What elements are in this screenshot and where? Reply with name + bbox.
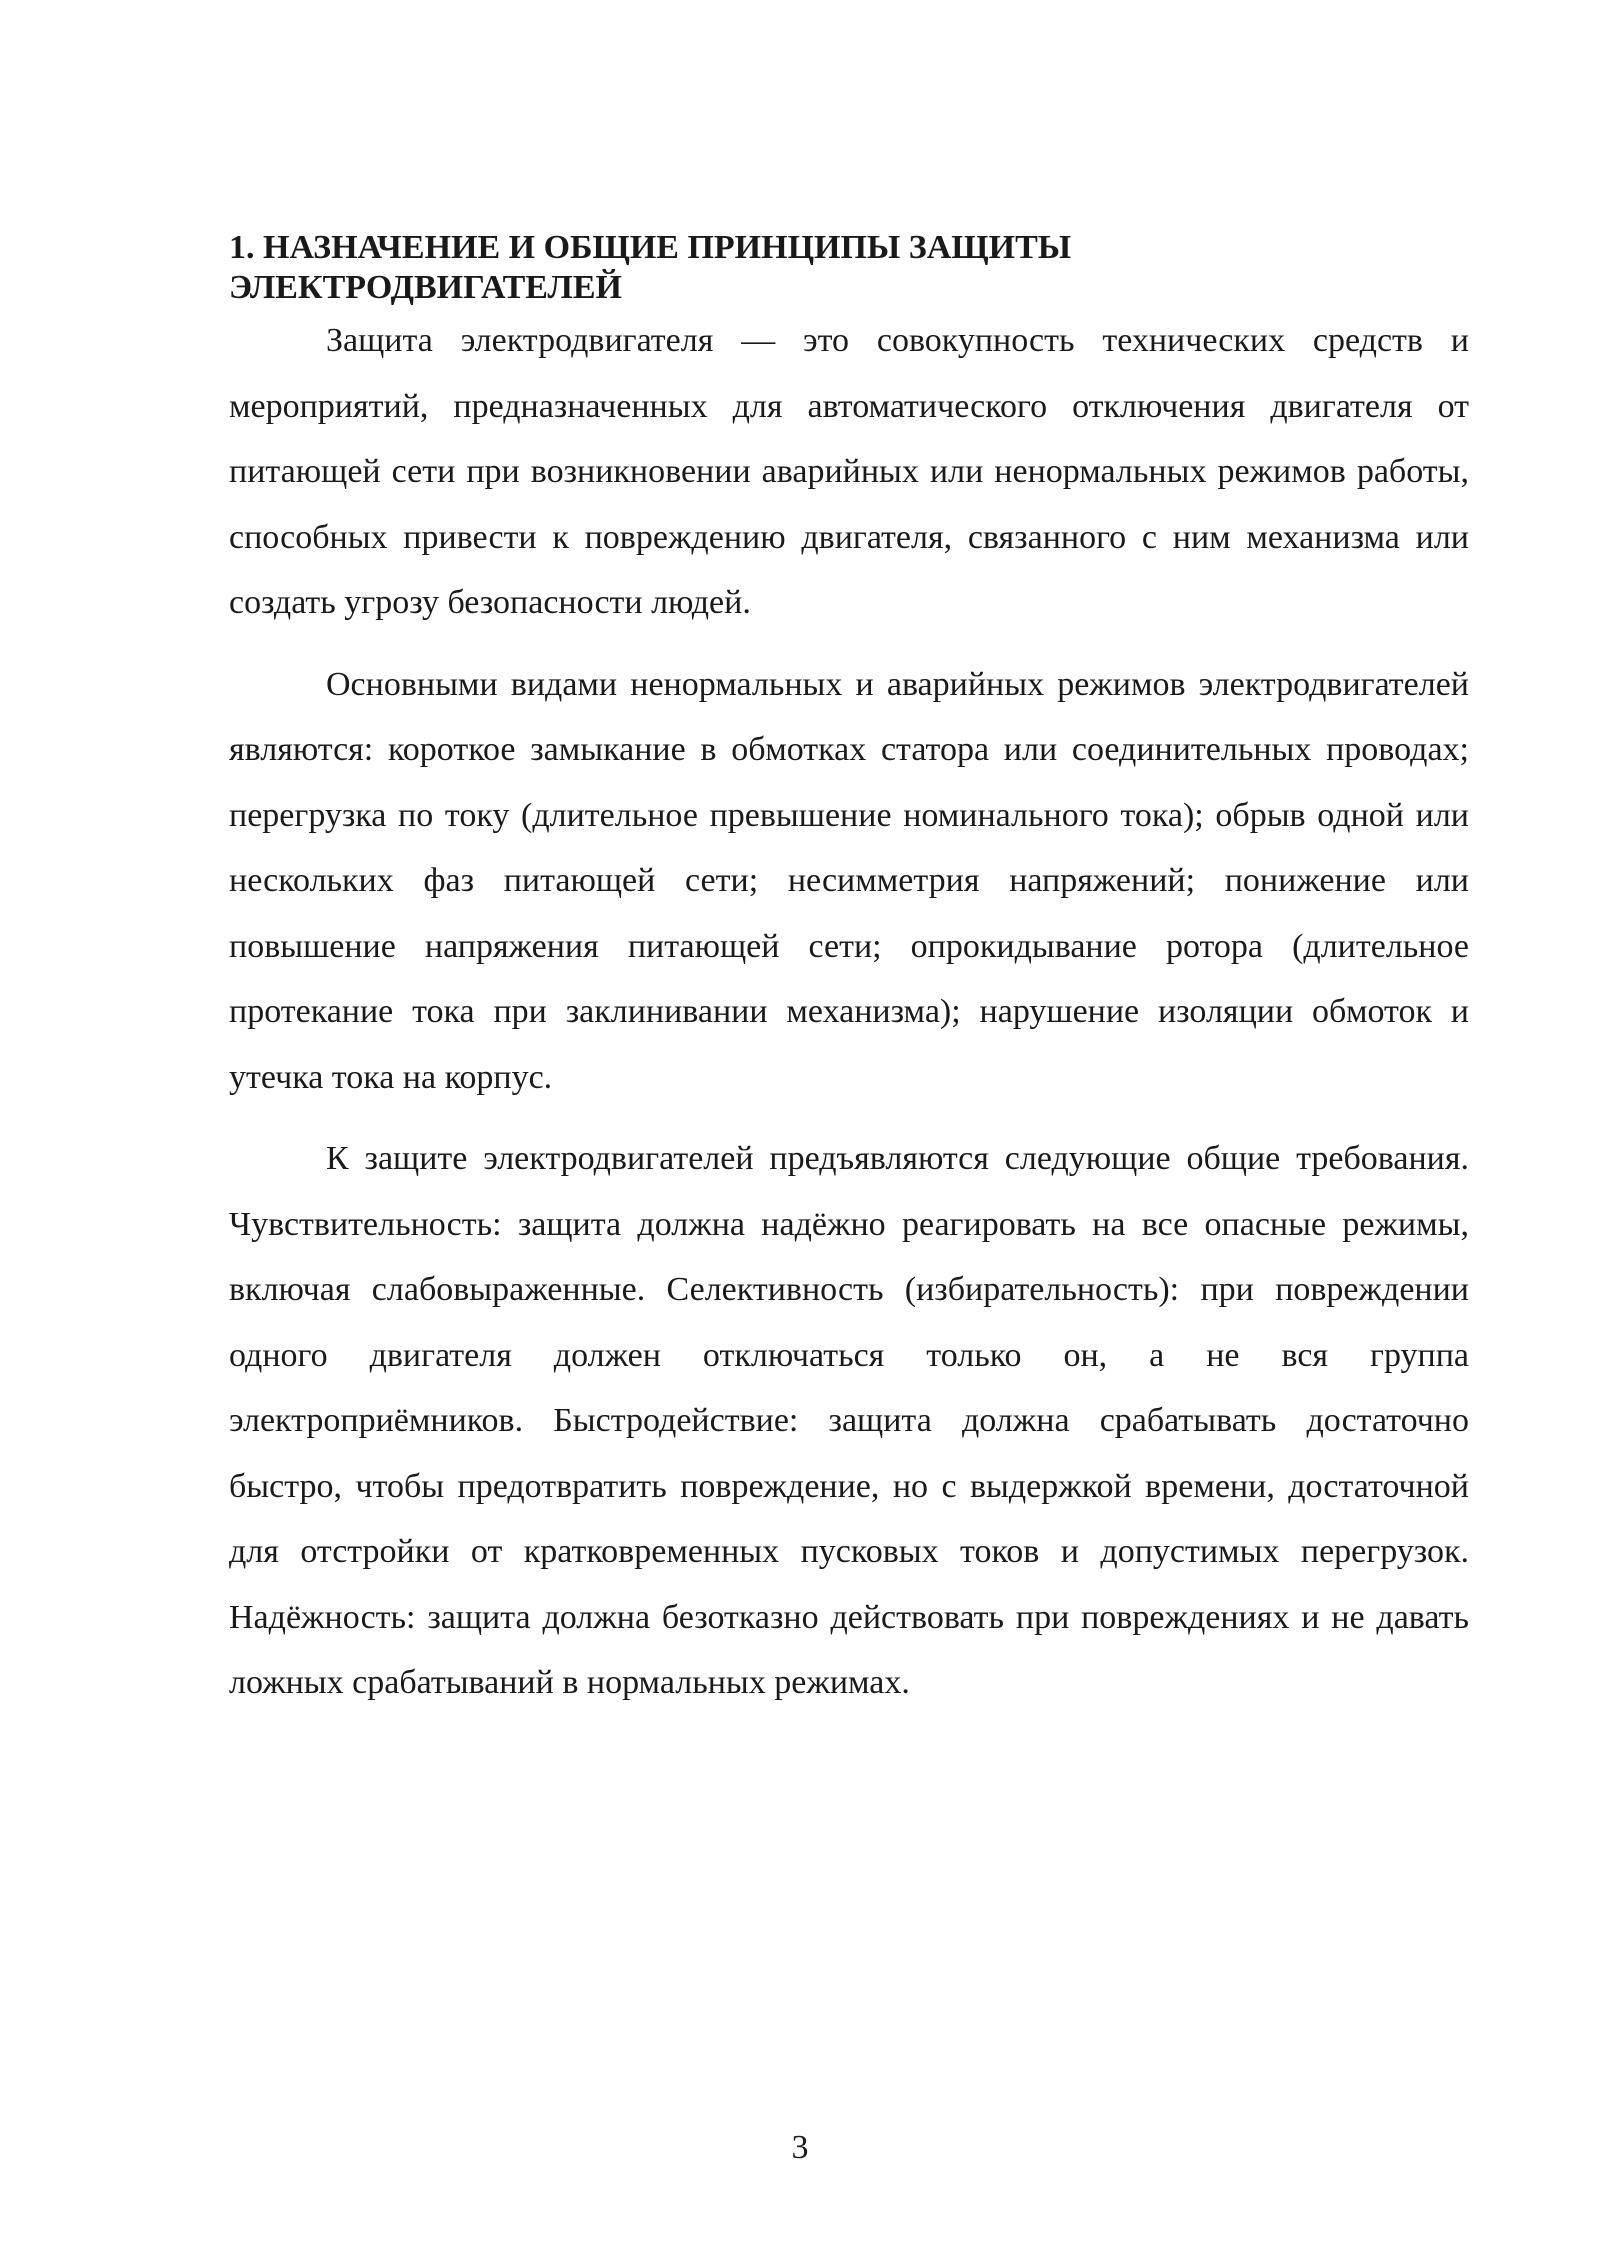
section-heading-line-2: ЭЛЕКТРОДВИГАТЕЛЕЙ: [229, 269, 622, 306]
page-content: [229, 228, 1469, 1716]
page-number: 3: [791, 2129, 809, 2166]
paragraph-requirements: К защите электродвигателей предъявляются следующие общие требования. Чувствительность: защита должна надёжно реагировать на все опасные режимы, включая слабовыраженные. Селективность (избирательность): при повреждении одного двигателя должен отключаться только он, а не вся группа электроприёмников. Быстродействие: защита должна срабатывать достаточно быстро, чтобы предотвратить повреждение, но с выдержкой времени, достаточной для отстройки от кратковременных пусковых токов и допустимых перегрузок. Надёжность: защита должна безотказно действовать при повреждениях и не давать ложных срабатываний в нормальных режимах.: [229, 1140, 1469, 1701]
section-heading: [229, 228, 1469, 308]
paragraph-definition: Защита электродвигателя — это совокупность технических средств и мероприятий, предназначенных для автоматического отключения двигателя от питающей сети при возникновении аварийных или ненормальных режимов работы, способных привести к повреждению двигателя, связанного с ним механизма или создать угрозу безопасности людей.: [229, 322, 1469, 621]
paragraph-fault-modes: Основными видами ненормальных и аварийных режимов электродвигателей являются: короткое замыкание в обмотках статора или соединительных проводах; перегрузка по току (длительное превышение номинального тока); обрыв одной или нескольких фаз питающей сети; несимметрия напряжений; понижение или повышение напряжения питающей сети; опрокидывание ротора (длительное протекание тока при заклинивании механизма); нарушение изоляции обмоток и утечка тока на корпус.: [229, 665, 1469, 1096]
section-heading-line-1: 1. НАЗНАЧЕНИЕ И ОБЩИЕ ПРИНЦИПЫ ЗАЩИТЫ: [229, 229, 1072, 266]
